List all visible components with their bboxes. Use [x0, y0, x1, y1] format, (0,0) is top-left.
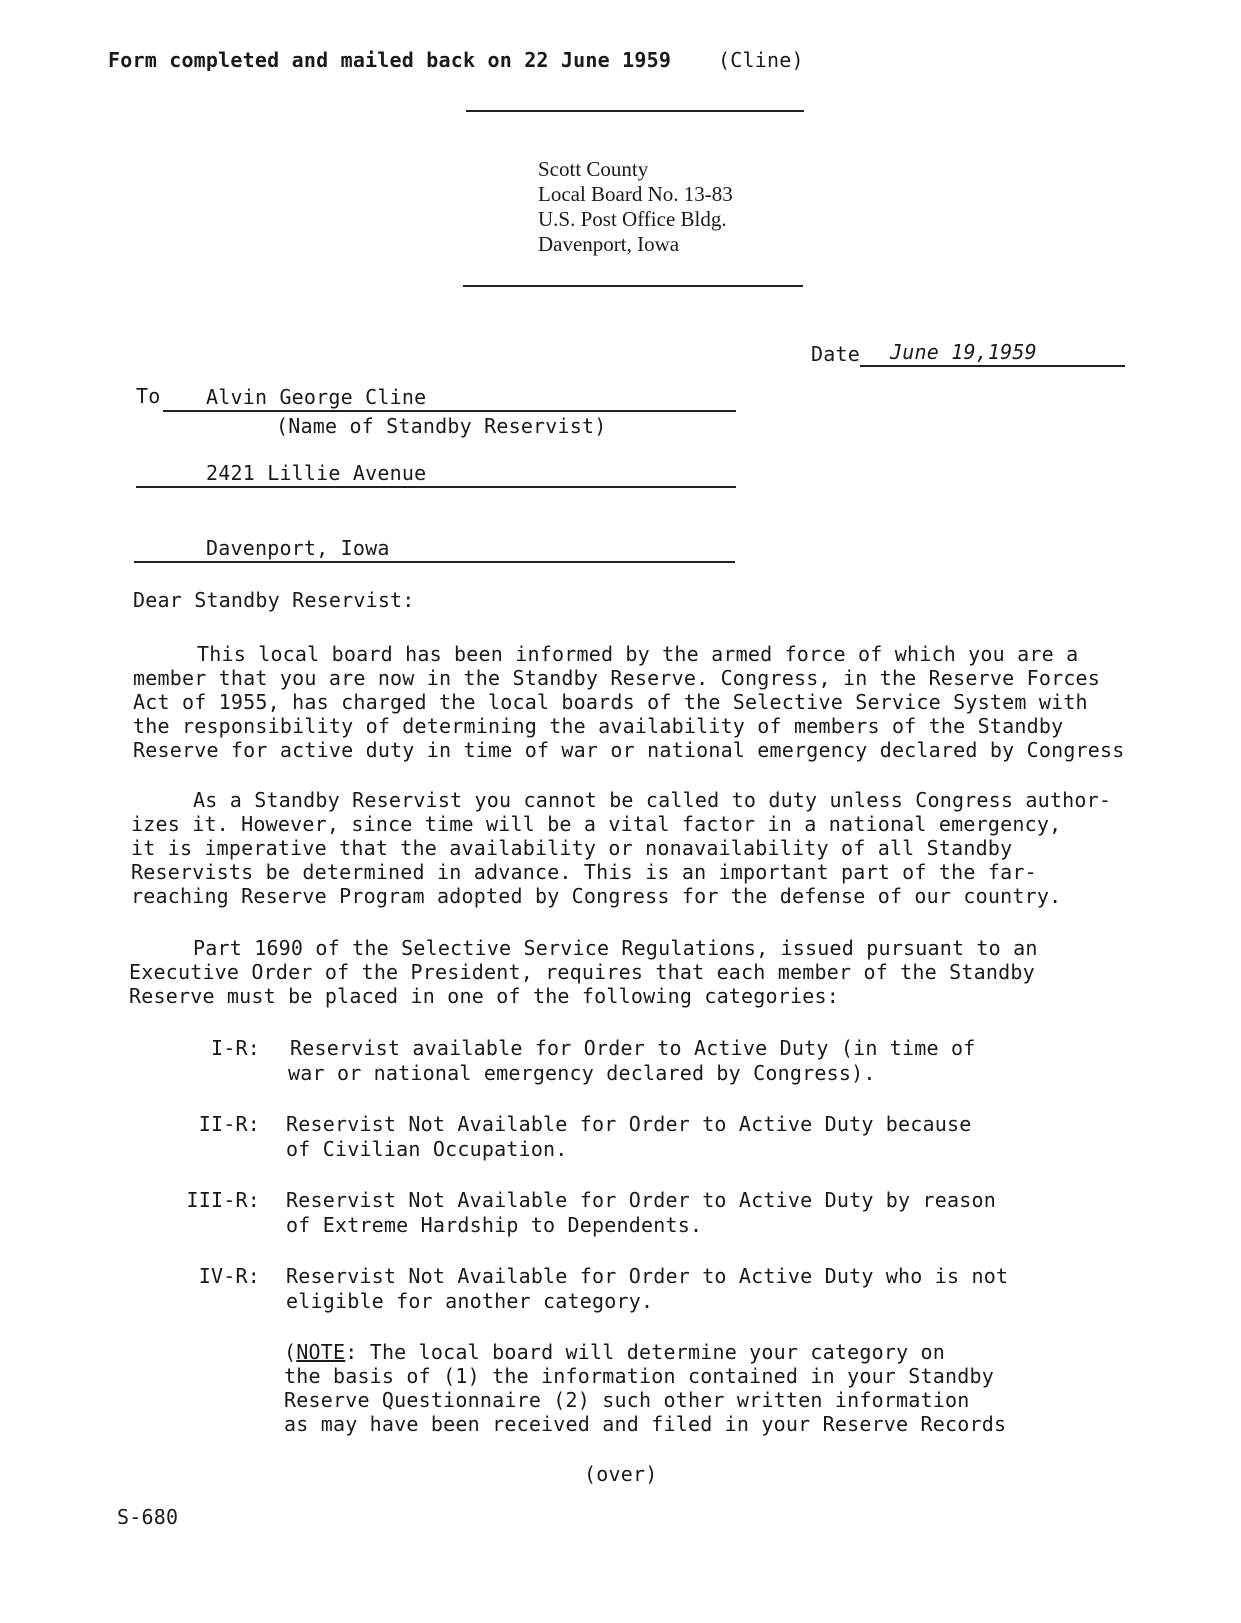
over-indicator: (over) [584, 1462, 658, 1486]
category-item [170, 1112, 1070, 1164]
category-code: III-R: [186, 1188, 260, 1212]
salutation: Dear Standby Reservist: [133, 588, 415, 612]
recipient-city-rule [134, 561, 735, 563]
paragraph-2-line: izes it. However, since time will be a vital factor in a national emergency, [131, 812, 1062, 836]
header-note: Form completed and mailed back on 22 June 1959 [108, 48, 672, 72]
category-description-line: of Extreme Hardship to Dependents. [286, 1213, 703, 1237]
address-rule-top [466, 110, 804, 112]
note-first-line [284, 1340, 945, 1364]
category-code: II-R: [198, 1112, 260, 1136]
category-description-line: eligible for another category. [286, 1289, 654, 1313]
note-line: the basis of (1) the information contained in your Standby [284, 1364, 994, 1388]
form-number: S-680 [117, 1505, 179, 1529]
category-description-line: Reservist Not Available for Order to Active Duty by reason [286, 1188, 996, 1212]
note-open-paren: ( [284, 1340, 297, 1364]
category-code: I-R: [211, 1036, 260, 1060]
paragraph-2-line: Reservists be determined in advance. This is an important part of the far- [131, 860, 1037, 884]
paragraph-1-line: the responsibility of determining the availability of members of the Standby [133, 714, 1064, 738]
category-description-line: Reservist Not Available for Order to Active Duty because [286, 1112, 972, 1136]
category-code: IV-R: [198, 1264, 260, 1288]
note-line: : The local board will determine your category on [345, 1340, 946, 1364]
note-block [284, 1340, 1044, 1444]
paragraph-1-line: Reserve for active duty in time of war or national emergency declared by Congress [133, 738, 1125, 762]
category-description-line: Reservist available for Order to Active Duty (in time of [290, 1036, 976, 1060]
paragraph-3-line: Reserve must be placed in one of the following categories: [129, 984, 839, 1008]
paragraph-1-line: member that you are now in the Standby Reserve. Congress, in the Reserve Forces [133, 666, 1101, 690]
category-item [170, 1188, 1070, 1240]
date-value: June 19,1959 [890, 340, 1037, 364]
address-rule-bottom [463, 285, 803, 287]
paragraph-1-line: Act of 1955, has charged the local boards of the Selective Service System with [133, 690, 1088, 714]
board-address-line-4: Davenport, Iowa [538, 232, 680, 256]
board-address-line-3: U.S. Post Office Bldg. [538, 207, 727, 231]
recipient-street-rule [136, 486, 736, 488]
recipient-name: Alvin George Cline [206, 385, 427, 409]
category-item [170, 1264, 1070, 1316]
paragraph-2 [131, 788, 1131, 914]
board-address-line-1: Scott County [538, 157, 649, 181]
paragraph-2-line: As a Standby Reservist you cannot be called to duty unless Congress author- [193, 788, 1112, 812]
category-list [170, 1036, 1070, 1326]
date-rule [860, 365, 1125, 367]
category-item [170, 1036, 1070, 1088]
category-description-line: Reservist Not Available for Order to Active Duty who is not [286, 1264, 1009, 1288]
category-description-line: war or national emergency declared by Congress). [288, 1061, 876, 1085]
paragraph-2-line: reaching Reserve Program adopted by Congress for the defense of our country. [131, 884, 1062, 908]
header-note-name: (Cline) [718, 48, 804, 72]
paragraph-3-line: Part 1690 of the Selective Service Regulations, issued pursuant to an [193, 936, 1038, 960]
paragraph-1 [133, 642, 1143, 768]
paragraph-2-line: it is imperative that the availability or nonavailability of all Standby [131, 836, 1013, 860]
recipient-name-rule [163, 410, 736, 412]
board-address-line-2: Local Board No. 13-83 [538, 182, 733, 206]
recipient-city: Davenport, Iowa [206, 536, 390, 560]
recipient-street: 2421 Lillie Avenue [206, 461, 427, 485]
date-label: Date [811, 342, 860, 366]
note-line: as may have been received and filed in your Reserve Records [284, 1412, 1007, 1436]
note-line: Reserve Questionnaire (2) such other written information [284, 1388, 970, 1412]
recipient-name-caption: (Name of Standby Reservist) [276, 414, 607, 438]
category-description-line: of Civilian Occupation. [286, 1137, 568, 1161]
to-label: To [136, 384, 161, 408]
paragraph-3-line: Executive Order of the President, requires that each member of the Standby [129, 960, 1035, 984]
paragraph-1-line: This local board has been informed by the armed force of which you are a [197, 642, 1079, 666]
paragraph-3 [129, 936, 1109, 1016]
note-label: NOTE [296, 1340, 346, 1364]
